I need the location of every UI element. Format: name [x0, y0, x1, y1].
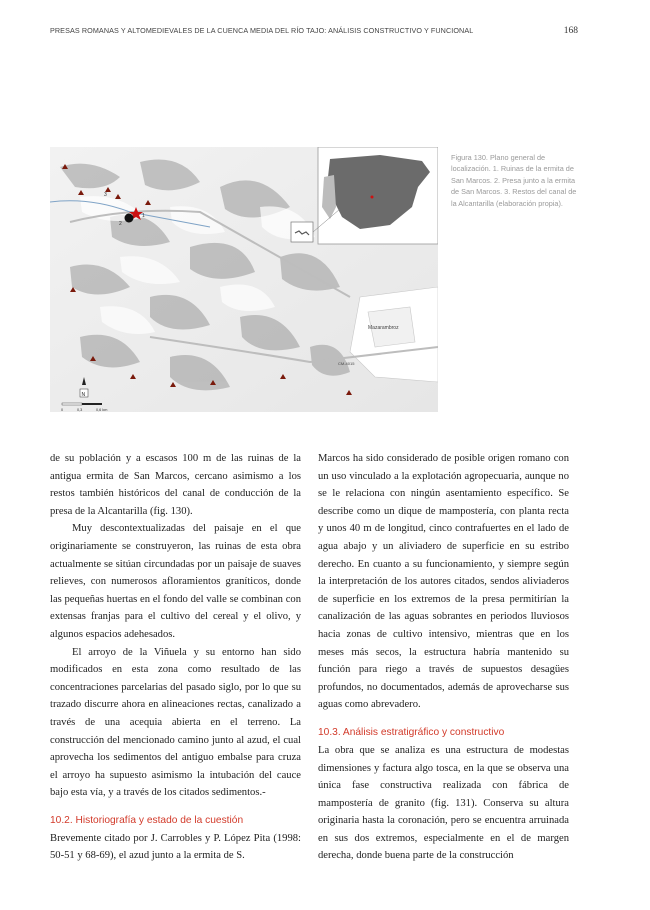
road-label: CM-4015 — [338, 361, 355, 366]
running-header: PRESAS ROMANAS Y ALTOMEDIEVALES DE LA CUENCA MEDIA DEL RÍO TAJO: ANÁLISIS CONSTRUCTIVO Y FUNCIONAL — [50, 26, 474, 35]
paragraph: Marcos ha sido considerado de posible origen romano con un uso vinculado a la explotación agropecuaria, aunque no se le relaciona con ningún asentamiento específico. Se describe como un dique de mampostería, con planta recta y unos 40 m de longitud, cinco contrafuertes en el lado de agua abajo y un aliviadero de superficie en su estribo derecho. En cuanto a su funcionamiento, y siempre según la interpretación de los autores citados, sendos aliviaderos de superficie en los extremos de la presa permitirían la canalización de las aguas sobrantes en periodos lluviosos hacia zonas de cultivo intensivo, mientras que en los meses más secos, la estructura habría mantenido su función para riego a través de supuestos desagües profundos, no documentados, además de aprovecharse sus aguas como abrevadero. — [318, 453, 569, 711]
paragraph: La obra que se analiza es una estructura de modestas dimensiones y factura algo tosca, en la que se observa una única fase constructiva realizada con fábrica de mampostería de granito (fig. 131). Conserva su altura originaria hasta la coronación, pero se encuentra arruinada en sus dos extremos, especialmente en el de margen derecha, donde buena parte de la construcción — [318, 744, 569, 862]
text-column-right — [318, 450, 569, 865]
figure-caption: Figura 130. Plano general de localización. 1. Ruinas de la ermita de San Marcos. 2. Presa junto a la ermita de San Marcos. 3. Restos del canal de la Alcantarilla (elaboración propia). — [451, 153, 577, 208]
map-point-label-2: 2 — [119, 221, 122, 227]
paragraph: Muy descontextualizadas del paisaje en el que originariamente se construyeron, las ruinas de esta obra actualmente se sitúan circundadas por un paisaje de suaves relieves, con numerosos afloramientos graníticos, donde las pequeñas huertas en el fondo del valle se combinan con extensas franjas para el cultivo del cereal y el olivo, y algunos espacios adehesados. — [50, 523, 301, 640]
page-number: 168 — [563, 26, 578, 36]
svg-text:0,3: 0,3 — [77, 408, 83, 412]
section-heading-10-2: 10.2. Historiografía y estado de la cuestión — [50, 814, 244, 826]
location-map-figure — [50, 147, 438, 412]
paragraph: Brevemente citado por J. Carrobles y P. López Pita (1998: 50-51 y 68-69), el azud junto a la ermita de S. — [50, 832, 301, 862]
map-point-label-3: 3 — [104, 192, 107, 198]
dam-location-marker — [125, 214, 134, 223]
section-heading-10-3: 10.3. Análisis estratigráfico y constructivo — [318, 726, 505, 738]
text-column-left — [50, 450, 301, 865]
svg-text:0,6 km: 0,6 km — [96, 408, 108, 412]
svg-text:0: 0 — [61, 408, 64, 412]
map-point-label-1: 1 — [142, 213, 145, 219]
paragraph: de su población y a escasos 100 m de las ruinas de la antigua ermita de San Marcos, cercano asimismo a los restos también históricos del canal de conducción de la presa de la Alcantarilla (fig. 130). — [50, 453, 301, 517]
paragraph: El arroyo de la Viñuela y su entorno han sido modificados en esta zona como resultado de las concentraciones parcelarias del pasado siglo, por lo que su trazado discurre ahora en alineaciones rectas, canalizado a través de una acequia abierta en el terreno. La construcción del mencionado camino junto al azud, el cual aprovecha los sedimentos del antiguo embalse para cruza el arroyo ha supuesto asimismo la intubación del cauce bajo esta vía, y a través de los citados sedimentos.- — [50, 646, 301, 799]
town-label: Mazarambroz — [368, 325, 399, 331]
svg-text:N: N — [81, 392, 86, 398]
